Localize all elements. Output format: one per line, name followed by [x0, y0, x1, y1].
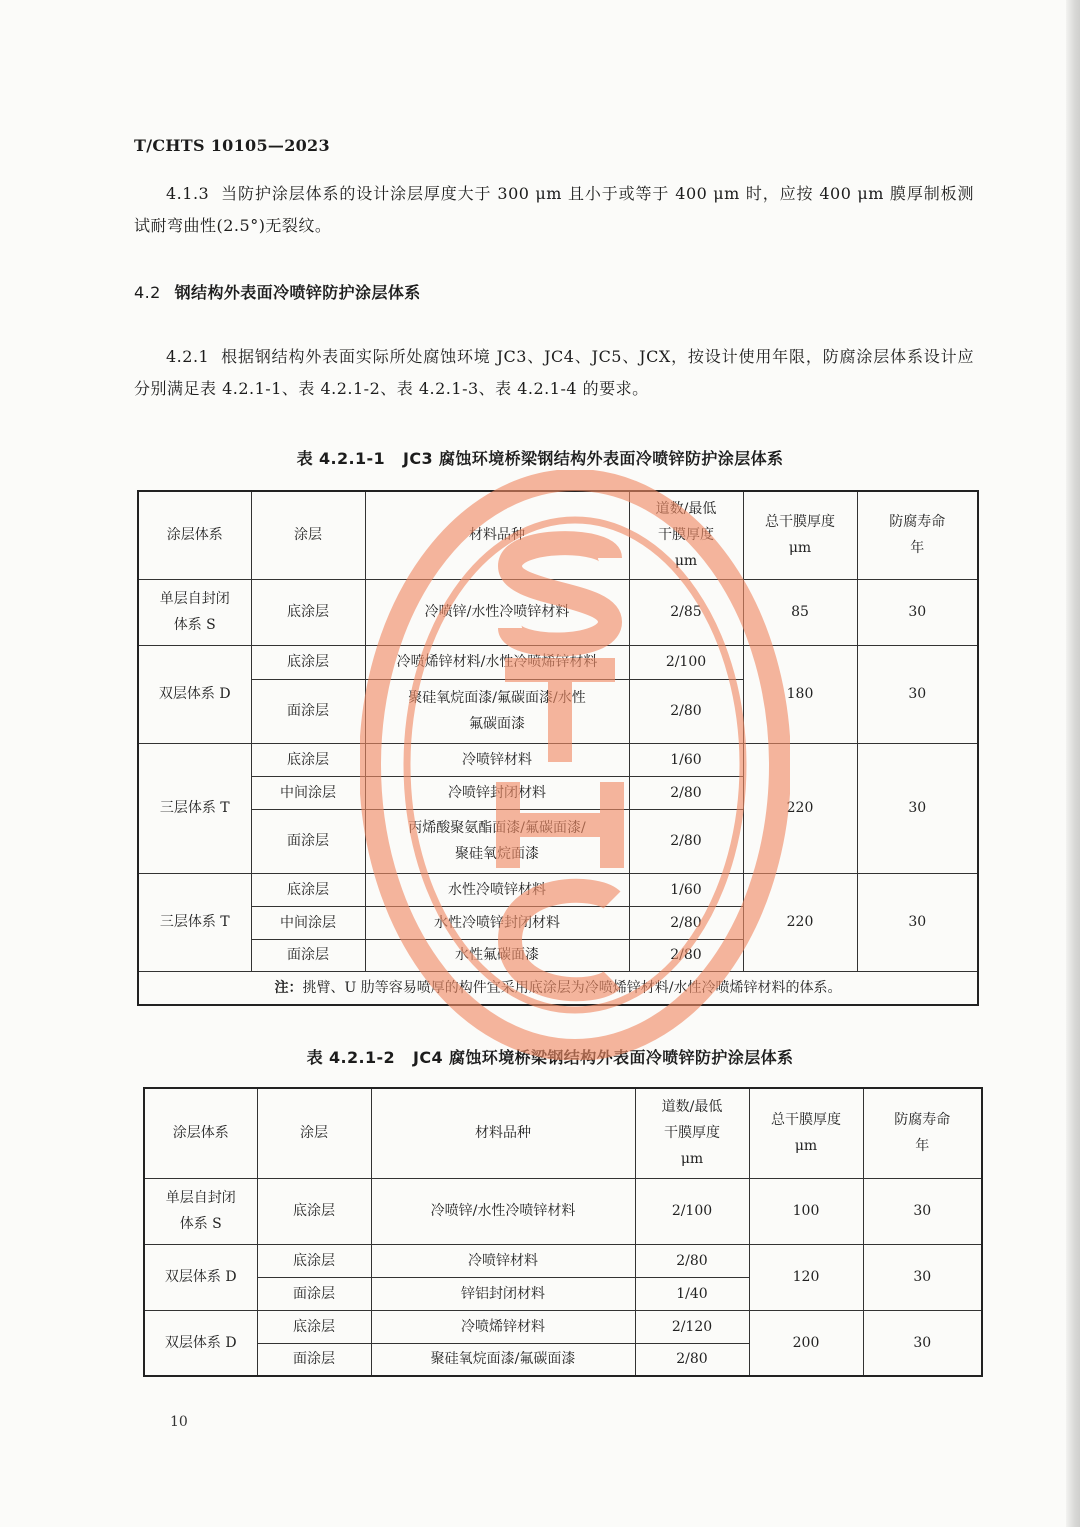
section-number: 4.2 [134, 283, 161, 302]
system-line2: 体系 S [173, 617, 216, 633]
life-cell: 30 [857, 873, 978, 971]
material-cell: 冷喷锌材料 [365, 743, 629, 776]
coat-cell: 面涂层 [251, 939, 365, 971]
material-cell: 水性氟碳面漆 [365, 939, 629, 971]
header-life-label: 防腐寿命 [889, 514, 946, 531]
table-row [144, 1310, 982, 1343]
total-cell: 100 [749, 1178, 863, 1244]
passes-cell: 2/80 [629, 939, 743, 971]
scan-edge [1066, 0, 1080, 1527]
coat-cell: 底涂层 [251, 579, 365, 645]
table-row [144, 1178, 982, 1244]
table-row [144, 1244, 982, 1277]
table-row [138, 743, 978, 776]
header-life-label: 防腐寿命 [894, 1112, 951, 1129]
material-cell [365, 679, 629, 743]
note-text: 挑臂、U 肋等容易喷厚的构件宜采用底涂层为冷喷烯锌材料/水性冷喷烯锌材料的体系。 [302, 979, 842, 996]
header-passes-unit: μm [680, 1151, 704, 1168]
material-cell: 冷喷锌/水性冷喷锌材料 [365, 579, 629, 645]
material-cell: 聚硅氧烷面漆/氟碳面漆 [371, 1343, 635, 1376]
material-line2: 聚硅氧烷面漆 [455, 846, 539, 862]
header-total-label: 总干膜厚度 [771, 1112, 841, 1129]
material-cell: 水性冷喷锌材料 [365, 873, 629, 906]
table-note [138, 971, 978, 1005]
clause-number: 4.2.1 [166, 347, 210, 366]
passes-cell: 2/85 [629, 579, 743, 645]
passes-cell: 2/80 [635, 1244, 749, 1277]
material-cell: 冷喷锌/水性冷喷锌材料 [371, 1178, 635, 1244]
total-cell: 200 [749, 1310, 863, 1376]
passes-cell: 2/120 [635, 1310, 749, 1343]
material-cell: 冷喷烯锌材料 [371, 1310, 635, 1343]
caption-number: 表 4.2.1-1 [296, 449, 386, 468]
clause-text: 当防护涂层体系的设计涂层厚度大于 300 μm 且小于或等于 400 μm 时，应按 400 μm 膜厚制板测试耐弯曲性(2.5°)无裂纹。 [134, 184, 974, 235]
table-row [138, 645, 978, 679]
total-cell: 85 [743, 579, 857, 645]
document-code: T/CHTS 10105—2023 [134, 136, 330, 155]
system-cell [144, 1178, 257, 1244]
coat-cell: 底涂层 [257, 1178, 371, 1244]
coat-cell: 面涂层 [257, 1277, 371, 1310]
system-cell: 三层体系 T [138, 873, 251, 971]
caption-title: JC4 腐蚀环境桥梁钢结构外表面冷喷锌防护涂层体系 [413, 1048, 794, 1067]
clause-4-1-3 [134, 178, 974, 242]
system-cell: 双层体系 D [144, 1244, 257, 1310]
total-cell: 120 [749, 1244, 863, 1310]
passes-cell: 1/60 [629, 743, 743, 776]
coat-cell: 面涂层 [251, 679, 365, 743]
coat-cell: 面涂层 [257, 1343, 371, 1376]
header-material: 材料品种 [371, 1088, 635, 1178]
clause-text: 根据钢结构外表面实际所处腐蚀环境 JC3、JC4、JC5、JCX，按设计使用年限，防腐涂层体系设计应分别满足表 4.2.1-1、表 4.2.1-2、表 4.2.1-3、表 4.2.1-4 的要求。 [134, 347, 974, 398]
section-heading-4-2 [134, 280, 421, 303]
coat-cell: 底涂层 [251, 743, 365, 776]
material-cell: 冷喷锌封闭材料 [365, 776, 629, 809]
coat-cell: 面涂层 [251, 809, 365, 873]
total-cell: 180 [743, 645, 857, 743]
coat-cell: 底涂层 [251, 645, 365, 679]
header-coat: 涂层 [251, 491, 365, 579]
caption-number: 表 4.2.1-2 [306, 1048, 396, 1067]
material-cell: 冷喷烯锌材料/水性冷喷烯锌材料 [365, 645, 629, 679]
header-total-unit: μm [794, 1138, 818, 1155]
header-passes-line2: 干膜厚度 [664, 1125, 720, 1142]
table-row [138, 873, 978, 906]
system-line1: 单层自封闭 [165, 1190, 236, 1206]
coat-cell: 底涂层 [257, 1244, 371, 1277]
table-1-caption [0, 446, 1080, 469]
system-line1: 单层自封闭 [159, 591, 230, 607]
life-cell: 30 [857, 743, 978, 873]
table-header-row [138, 491, 978, 579]
header-passes-line1: 道数/最低 [661, 1099, 723, 1116]
coat-cell: 底涂层 [257, 1310, 371, 1343]
header-total-label: 总干膜厚度 [765, 514, 835, 531]
clause-4-2-1 [134, 341, 974, 405]
table-header-row [144, 1088, 982, 1178]
header-passes-unit: μm [674, 553, 698, 570]
passes-cell: 2/80 [629, 776, 743, 809]
passes-cell: 1/60 [629, 873, 743, 906]
passes-cell: 2/80 [629, 809, 743, 873]
header-system: 涂层体系 [138, 491, 251, 579]
table-note-row [138, 971, 978, 1005]
header-life-unit: 年 [915, 1138, 930, 1155]
header-life-unit: 年 [910, 540, 925, 557]
header-passes-line1: 道数/最低 [655, 501, 717, 518]
passes-cell: 2/80 [635, 1343, 749, 1376]
passes-cell: 2/100 [629, 645, 743, 679]
total-cell: 220 [743, 743, 857, 873]
passes-cell: 2/80 [629, 906, 743, 939]
passes-cell: 2/100 [635, 1178, 749, 1244]
header-material: 材料品种 [365, 491, 629, 579]
material-line1: 聚硅氧烷面漆/氟碳面漆/水性 [408, 690, 586, 706]
header-total [743, 491, 857, 579]
coat-cell: 底涂层 [251, 873, 365, 906]
total-cell: 220 [743, 873, 857, 971]
life-cell: 30 [863, 1178, 982, 1244]
system-cell [138, 579, 251, 645]
system-cell: 双层体系 D [144, 1310, 257, 1376]
coat-cell: 中间涂层 [251, 906, 365, 939]
caption-title: JC3 腐蚀环境桥梁钢结构外表面冷喷锌防护涂层体系 [403, 449, 784, 468]
header-total [749, 1088, 863, 1178]
header-system: 涂层体系 [144, 1088, 257, 1178]
life-cell: 30 [857, 579, 978, 645]
coat-cell: 中间涂层 [251, 776, 365, 809]
table-jc4-coating-systems [143, 1087, 983, 1377]
system-line2: 体系 S [179, 1216, 222, 1232]
section-title: 钢结构外表面冷喷锌防护涂层体系 [174, 283, 421, 302]
page-number: 10 [170, 1414, 188, 1430]
system-cell: 三层体系 T [138, 743, 251, 873]
table-row [138, 579, 978, 645]
material-cell [365, 809, 629, 873]
material-cell: 水性冷喷锌封闭材料 [365, 906, 629, 939]
material-cell: 冷喷锌材料 [371, 1244, 635, 1277]
system-cell: 双层体系 D [138, 645, 251, 743]
header-passes [629, 491, 743, 579]
table-jc3-coating-systems [137, 490, 979, 1006]
passes-cell: 1/40 [635, 1277, 749, 1310]
life-cell: 30 [863, 1244, 982, 1310]
header-life [863, 1088, 982, 1178]
passes-cell: 2/80 [629, 679, 743, 743]
material-line1: 丙烯酸聚氨酯面漆/氟碳面漆/ [408, 820, 586, 836]
header-passes [635, 1088, 749, 1178]
clause-number: 4.1.3 [166, 184, 210, 203]
life-cell: 30 [863, 1310, 982, 1376]
header-total-unit: μm [788, 540, 812, 557]
header-passes-line2: 干膜厚度 [658, 527, 714, 544]
material-cell: 锌铝封闭材料 [371, 1277, 635, 1310]
table-2-caption [10, 1045, 1080, 1068]
header-coat: 涂层 [257, 1088, 371, 1178]
life-cell: 30 [857, 645, 978, 743]
material-line2: 氟碳面漆 [469, 716, 525, 732]
header-life [857, 491, 978, 579]
note-lead: 注： [274, 979, 303, 996]
